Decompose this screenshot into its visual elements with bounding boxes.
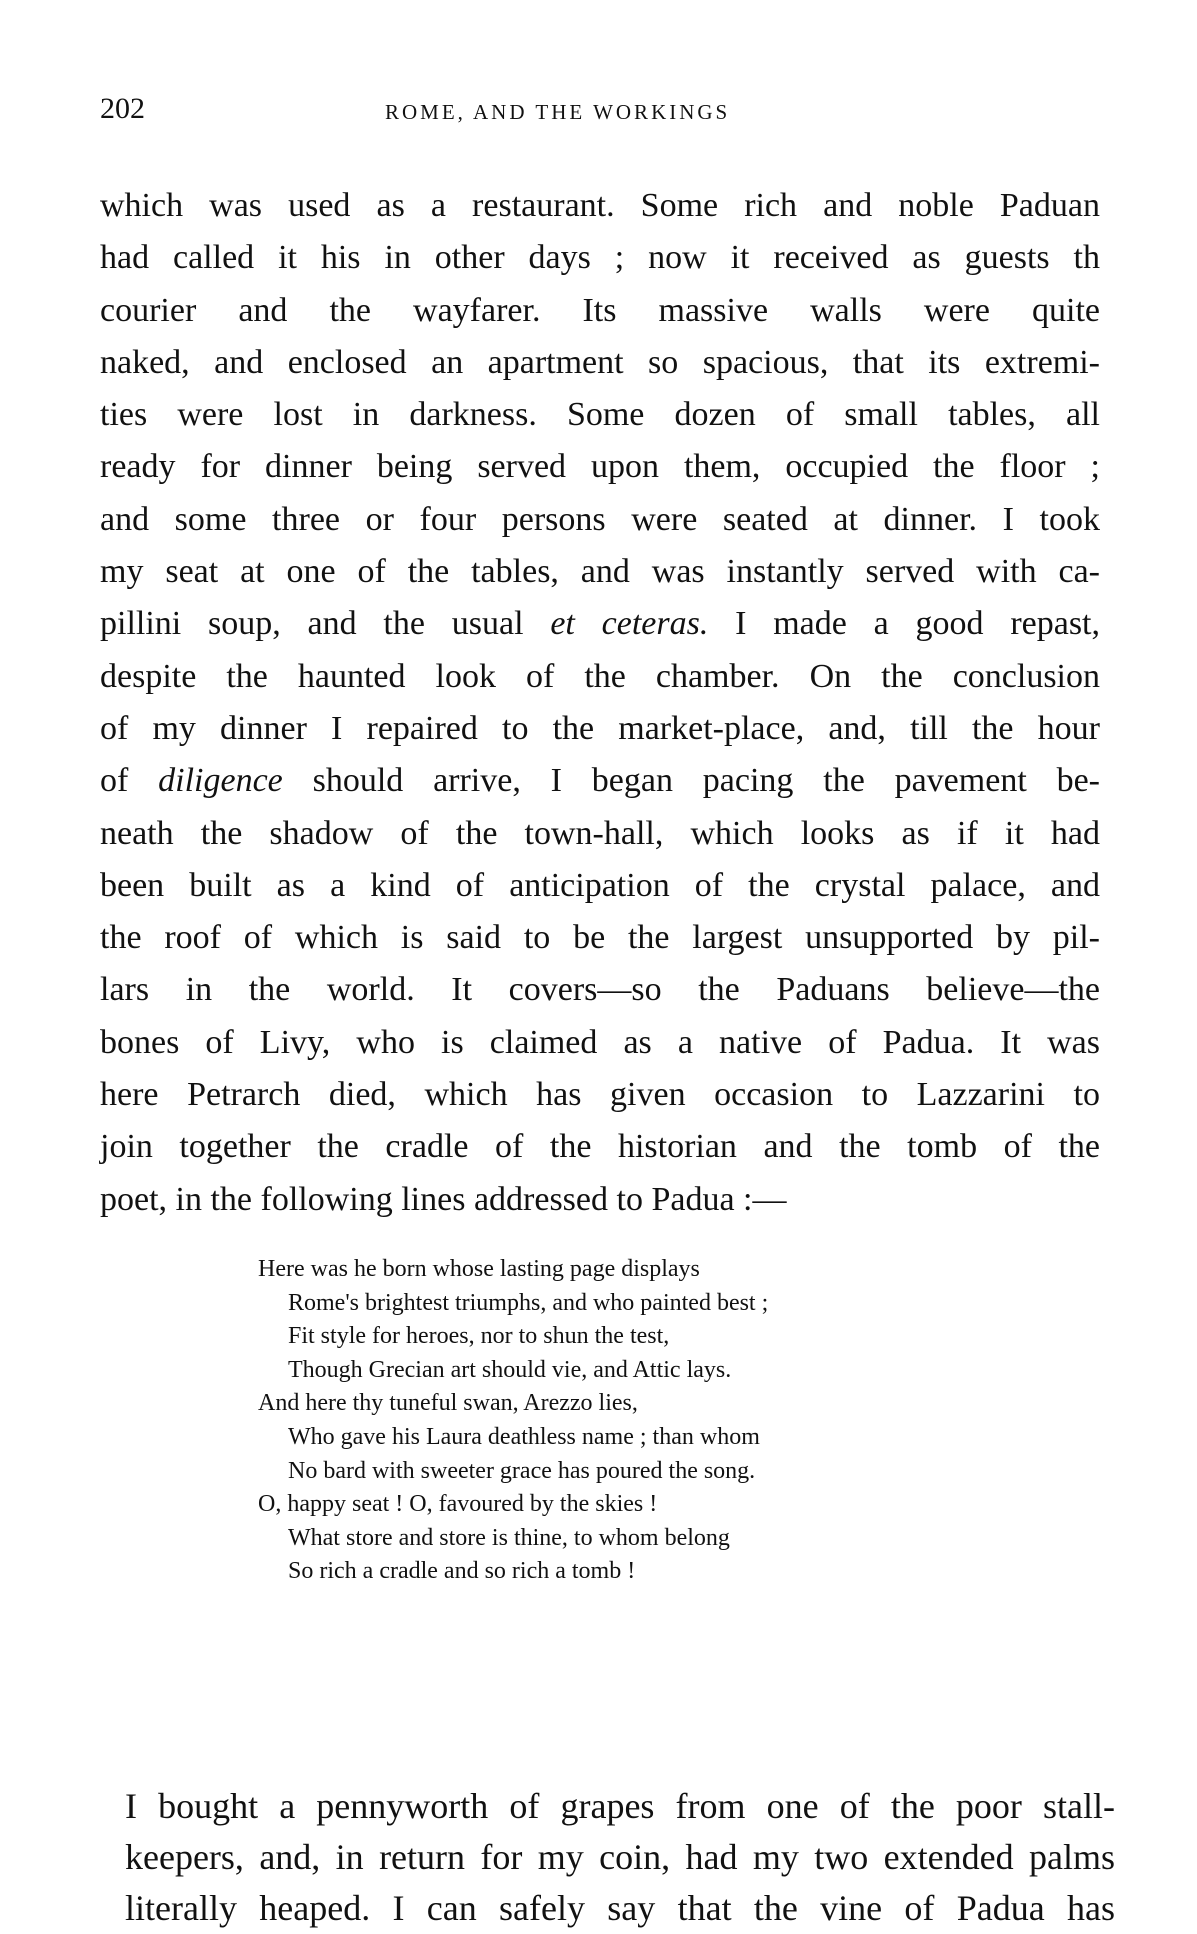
text-line: of my dinner I repaired to the market-place, and, till the hour [100, 709, 1100, 747]
text-line: which was used as a restaurant. Some rich and noble Paduan [100, 187, 1100, 224]
text-line: of diligence should arrive, I began pacing the pavement be- [100, 762, 1100, 800]
poem-line: Fit style for heroes, nor to shun the test, [288, 1323, 670, 1350]
text-line: here Petrarch died, which has given occasion to Lazzarini to [100, 1076, 1100, 1114]
text-line: the roof of which is said to be the largest unsupported by pil- [100, 919, 1100, 957]
running-title: ROME, AND THE WORKINGS [385, 100, 731, 124]
text-line: lars in the world. It covers—so the Paduans believe—the [100, 971, 1100, 1009]
poem-line: Who gave his Laura deathless name ; than whom [288, 1423, 760, 1450]
poem-line: Here was he born whose lasting page displays [258, 1256, 700, 1282]
text-line: my seat at one of the tables, and was instantly served with ca- [100, 553, 1100, 591]
text-line: keepers, and, in return for my coin, had my two extended palms [125, 1837, 1115, 1877]
text-line: ties were lost in darkness. Some dozen of small tables, all [100, 396, 1100, 434]
page-header [100, 92, 1100, 132]
text-line: ready for dinner being served upon them, occupied the floor ; [100, 448, 1100, 486]
text-line: literally heaped. I can safely say that the vine of Padua has [125, 1888, 1115, 1928]
text-line: join together the cradle of the historian and the tomb of the [100, 1128, 1100, 1166]
poem-line: So rich a cradle and so rich a tomb ! [288, 1558, 636, 1585]
poem-line: O, happy seat ! O, favoured by the skies ! [258, 1491, 658, 1518]
text-line: pillini soup, and the usual et ceteras. I made a good repast, [100, 605, 1100, 643]
poem-line: Rome's brightest triumphs, and who painted best ; [288, 1289, 769, 1316]
text-line: bones of Livy, who is claimed as a native of Padua. It was [100, 1023, 1100, 1061]
poem-line: And here thy tuneful swan, Arezzo lies, [258, 1390, 638, 1417]
text-line: I bought a pennyworth of grapes from one of the poor stall- [125, 1786, 1115, 1826]
body-paragraph-1 [100, 180, 1100, 1226]
body-paragraph-2 [125, 1781, 1115, 1934]
text-line: poet, in the following lines addressed to Padua :— [100, 1180, 787, 1218]
page-number: 202 [100, 92, 145, 125]
text-line: courier and the wayfarer. Its massive walls were quite [100, 291, 1100, 329]
poem-block [258, 1253, 1018, 1589]
poem-line: What store and store is thine, to whom belong [288, 1524, 730, 1551]
text-line: and some three or four persons were seated at dinner. I took [100, 500, 1100, 538]
poem-line: Though Grecian art should vie, and Attic lays. [288, 1356, 732, 1383]
text-line: naked, and enclosed an apartment so spacious, that its extremi- [100, 343, 1100, 381]
text-line: been built as a kind of anticipation of the crystal palace, and [100, 866, 1100, 904]
text-line: had called it his in other days ; now it received as guests th [100, 239, 1100, 277]
text-line: neath the shadow of the town-hall, which looks as if it had [100, 814, 1100, 852]
italic-term: diligence [158, 762, 283, 800]
poem-line: No bard with sweeter grace has poured the song. [288, 1457, 756, 1484]
text-line: despite the haunted look of the chamber. On the conclusion [100, 657, 1100, 695]
italic-term: et ceteras. [550, 605, 709, 643]
